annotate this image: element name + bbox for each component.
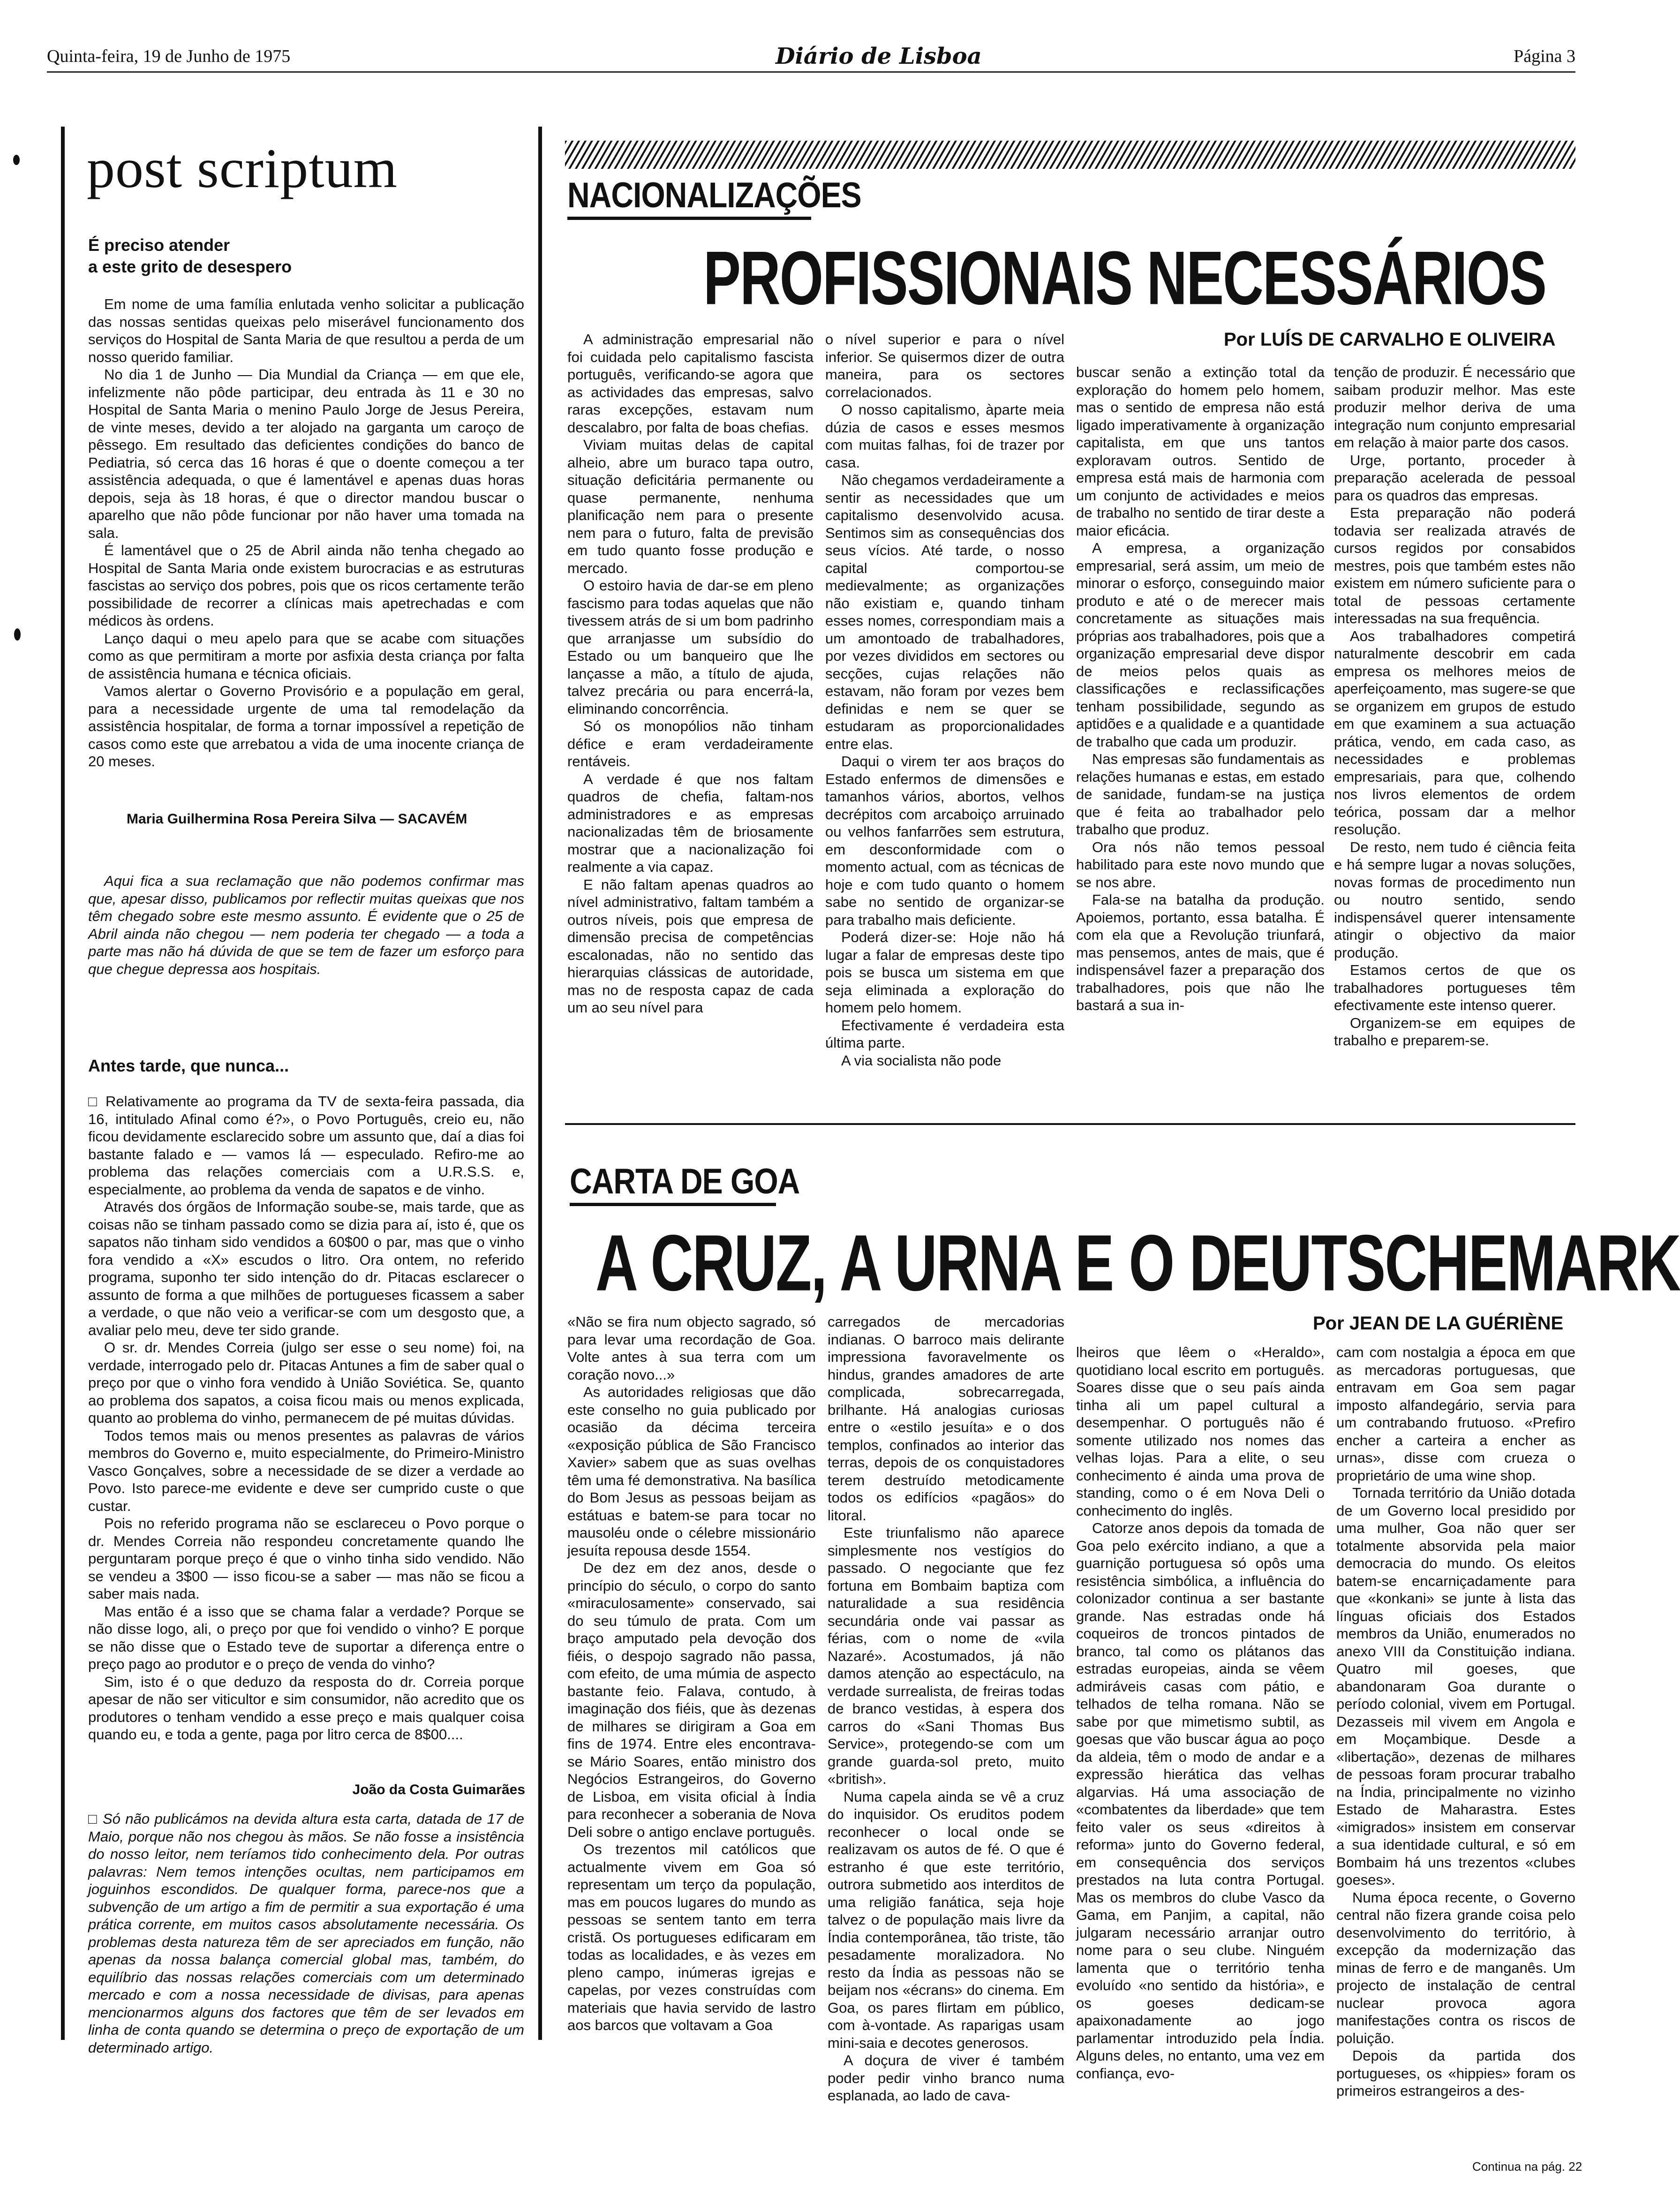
article1-column-1: A administração empresarial não foi cuidada pelo capitalismo fascista português, verificando-se agora que as actividades das empresas, salvo raras excepções, estavam num descalabro, por falta de boas chefias. Viviam muitas delas de capital alheio, abre um buraco tapa outro, situação deficitária permanente ou quase permanente, nenhuma planificação nem para o presente nem para o futuro, falta de previsão em tudo quanto fosse produção e mercado. O estoiro havia de dar-se em pleno fascismo para todas aquelas que não tivessem atrás de si um bom padrinho que arranjasse um subsídio do Estado ou um banqueiro que lhe lançasse a mão, a título de ajuda, talvez precária ou para encerrá-la, eliminando concorrência. Só os monopólios não tinham défice e eram verdadeiramente rentáveis. A verdade é que nos faltam quadros de chefia, faltam-nos administradores e as empresas nacionalizadas têm de briosamente mostrar que a nacionalização foi realmente a via capaz. E não faltam apenas quadros ao nível administrativo, faltam também a outros níveis, pois que empresa de dimensão precisa de competências escalonadas, não no sentido das hierarquias clássicas de autoridade, mas no de resposta capaz de cada um ao seu nível para (567, 331, 814, 1016)
issue-date: Quinta-feira, 19 de Junho de 1975 (47, 46, 291, 66)
continued-note: Continua na pág. 22 (1472, 2159, 1582, 2174)
newspaper-name: Diário de Lisboa (769, 43, 988, 69)
section-divider (565, 1123, 1575, 1125)
margin-mark (14, 628, 21, 641)
decorative-stripe-band (565, 141, 1575, 169)
article2-headline: A CRUZ, A URNA E O DEUTSCHEMARK (595, 1218, 1680, 1308)
article2-column-4: cam com nostalgia a época em que as mercadoras portuguesas, que entravam em Goa sem pagar imposto alfandegário, servia para um contrabando frutuoso. «Prefiro encher a carteira a encher as urnas», disse com crueza o proprietário de uma wine shop. Tornada território da União dotada de um Governo local presidido por uma mulher, Goa não quer ser totalmente absorvida pela maior democracia do mundo. Os eleitos batem-se encarniçadamente para que «konkani» se junte à lista das línguas oficiais dos Estados membros da União, enumerados no anexo VIII da Constituição indiana. Quatro mil goeses, que abandonaram Goa durante o período colonial, vivem em Portugal. Dezasseis mil vivem em Angola e em Moçambique. Desde a «libertação», dezenas de milhares de pessoas foram procurar trabalho na Índia, principalmente no vizinho Estado de Maharastra. Estes «imigrados» insistem em conservar a sua identidade cultural, e só em Bombaim há uns trezentos «clubes goeses». Numa época recente, o Governo central não fizera grande coisa pelo desenvolvimento do território, à excepção da modernização das minas de ferro e de manganês. Um projecto de instalação de central nuclear provoca agora manifestações contra os riscos de poluição. Depois da partida dos portugueses, os «hippies» foram os primeiros estrangeiros a des- (1336, 1344, 1575, 2099)
letter2-heading: Antes tarde, que nunca... (88, 1056, 289, 1075)
article2-column-3: lheiros que lêem o «Heraldo», quotidiano local escrito em português. Soares disse que o seu país ainda tinha ali um papel cultural a desempenhar. O português não é somente utilizado nos nomes das velhas lojas. Para a elite, o seu conhecimento é ainda uma prova de standing, como o é em Nova Deli o conhecimento do inglês. Catorze anos depois da tomada de Goa pelo exército indiano, a que a guarnição portuguesa só opôs uma resistência simbólica, a influência do colonizador continua a ser bastante grande. Nas estradas onde há coqueiros de troncos pintados de branco, tal como os plátanos das estradas europeias, ainda se vêem admiráveis casas com pátio, e telhados de telha romana. Não se sabe por que mimetismo subtil, as goesas que vão buscar água ao poço da aldeia, têm o modo de andar e a expressão hierática das velhas algarvias. Há uma associação de «combatentes da liberdade» que tem feito valer os seus «direitos à reforma» junto do Governo federal, em consequência dos serviços prestados na luta contra Portugal. Mas os membros do clube Vasco da Gama, em Panjim, a capital, não julgaram necessário arranjar outro nome para o seu clube. Ninguém lamenta que o território tenha evoluído «no sentido da história», e os goeses dedicam-se apaixonadamente ao jogo parlamentar introduzido pela Índia. Alguns deles, no entanto, uma vez em confiança, evo- (1076, 1344, 1325, 2082)
article1-column-3: buscar senão a extinção total da exploração do homem pelo homem, mas o sentido de empresa não está ligado imperativamente à organização capitalista, em que uns tantos exploravam outros. Sentido de empresa está mais de harmonia com um conjunto de actividades e meios de trabalho no sentido de tirar deste a maior eficácia. A empresa, a organização empresarial, será assim, um meio de minorar o esforço, conseguindo maior produto e até o de merecer mais concretamente as situações mais próprias aos trabalhadores, pois que a organização empresarial deve dispor de meios pelos quais as classificações e reclassificações tenham possibilidade, segundo as aptidões e a qualidade e a quantidade de trabalho que cada um produzir. Nas empresas são fundamentais as relações humanas e estas, em estado de sanidade, fundam-se na justiça que é feita ao trabalhador pelo trabalho que produz. Ora nós não temos pessoal habilitado para este novo mundo que se nos abre. Fala-se na batalha da produção. Apoiemos, portanto, essa batalha. É com ela que a Revolução triunfará, mas pensemos, antes de mais, que é indispensável fazer a preparação dos trabalhadores, pois que não lhe bastará a sua in- (1076, 364, 1325, 1013)
article2-byline: Por JEAN DE LA GUÉRIÈNE (1313, 1313, 1564, 1334)
letter1-body: Em nome de uma família enlutada venho solicitar a publicação das nossas sentidas queixas pelo miserável funcionamento dos serviços do Hospital de Santa Maria de que resultou a perda de um nosso querido familiar. No dia 1 de Junho — Dia Mundial da Criança — em que ele, infelizmente não pôde participar, deu entrada às 11 e 30 no Hospital de Santa Maria o menino Paulo Jorge de Jesus Pereira, de vinte meses, devido a ter alojado na garganta um caroço de pêssego. Em resultado das deficientes condições do banco de Pediatria, só cerca das 16 horas é que o doente começou a ter assistência adequada, o que é lamentável e apenas duas horas depois, seja às 18 horas, é que o director mandou buscar o aparelho que não pôde funcionar por não haver uma tomada na sala. É lamentável que o 25 de Abril ainda não tenha chegado ao Hospital de Santa Maria onde existem burocracias e as estruturas fascistas ao serviço dos pobres, pois que os ricos certamente terão possibilidade de recorrer a clínicas mais apetrechadas e com médicos às ordens. Lanço daqui o meu apelo para que se acabe com situações como as que permitiram a morte por asfixia desta criança por falta de assistência humana e técnica oficiais. Vamos alertar o Governo Provisório e a população em geral, para a necessidade urgente de uma tal remodelação da assistência hospitalar, de forma a tornar impossível a repetição de casos como este que arrebatou a vida de uma inocente criança de 20 meses. (88, 296, 524, 770)
article2-kicker: CARTA DE GOA (570, 1161, 800, 1201)
article1-kicker: NACIONALIZAÇÕES (567, 175, 861, 215)
section-title: post scriptum (87, 137, 398, 199)
editor-note-1: Aqui fica a sua reclamação que não podemos confirmar mas que, apesar disso, publicamos por reflectir muitas queixas que nos têm chegado sobre este mesmo assunto. É evidente que o 25 de Abril ainda não chegou — nem poderia ter chegado — a toda a parte mas não há dúvida de que se tem de fazer um esforço para que chegue depressa aos hospitais. (88, 873, 524, 977)
article2-column-2: carregados de mercadorias indianas. O barroco mais delirante impressiona favoravelmente os hindus, grandes amadores de arte complicada, sobrecarregada, brilhante. Há analogias curiosas entre o «estilo jesuíta» e o dos templos, confinados ao interior das terras, depois de os conquistadores terem destruído metodicamente todos os edifícios «pagãos» do litoral. Este triunfalismo não aparece simplesmente nos vestígios do passado. O negociante que fez fortuna em Bombaim baptiza com naturalidade a sua residência secundária onde vai passar as férias, com o nome de «vila Nazaré». Acostumados, já não damos atenção ao espectáculo, na verdade surrealista, de freiras todas de branco vestidas, à espera dos carros do «Sani Thomas Bus Service», protegendo-se com um grande guarda-sol preto, muito «british». Numa capela ainda se vê a cruz do inquisidor. Os eruditos podem reconhecer o local onde se realizavam os autos de fé. O que é estranho é que este território, outrora submetido aos interditos de uma religião fanática, seja hoje talvez o de população mais livre da Índia contemporânea, tão triste, tão pesadamente moralizadora. No resto da Índia as pessoas não se beijam nos «écrans» do cinema. Em Goa, os pares flirtam em público, com à-vontade. As raparigas usam mini-saia e decotes generosos. A doçura de viver é também poder pedir vinho branco numa esplanada, ao lado de cava- (828, 1313, 1064, 2104)
masthead (47, 43, 1575, 73)
letter1-heading: É preciso atender a este grito de desespero (88, 235, 292, 276)
kicker-rule (567, 217, 811, 220)
editor-note-2: □ Só não publicámos na devida altura esta carta, datada de 17 de Maio, porque não nos chegou às mãos. Se não fosse a insistência do nosso leitor, nem teríamos tido conhecimento dela. Por outras palavras: Nem temos intenções ocultas, nem participamos em joguinhos escondidos. De qualquer forma, parece-nos que a subvenção de um artigo a fim de permitir a sua exportação é uma prática corrente, em muitos casos absolutamente necessária. Os problemas desta natureza têm de ser apreciados em função, não apenas da nossa balança comercial global mas, também, do equilíbrio das nossas relações comerciais com um determinado mercado e com a nossa necessidade de divisas, para apenas mencionarmos alguns dos factores que têm de ser levados em linha de conta quando se determina o preço de exportação de um determinado artigo. (88, 1811, 524, 2056)
letter2-body: □ Relativamente ao programa da TV de sexta-feira passada, dia 16, intitulado Afinal como é?», o Povo Português, creio eu, não ficou devidamente esclarecido sobre um assunto que, daí a dias foi bastante falado e — vamos lá — especulado. Refiro-me ao problema das relações comerciais com a U.R.S.S. e, especialmente, ao problema da venda de sapatos e de vinho. Através dos órgãos de Informação soube-se, mais tarde, que as coisas não se tinham passado como se dizia para aí, isto é, que os sapatos não tinham sido vendidos a 60$00 o par, mas que o vinho fora vendido a «X» escudos o litro. Ora ontem, no referido programa, suponho ter sido intenção do dr. Pitacas esclarecer o assunto de forma a que milhões de portugueses ficassem a saber a verdade, o que não veio a verificar-se com um desgosto que, a avaliar pelo meu, deve ter sido grande. O sr. dr. Mendes Correia (julgo ser esse o seu nome) foi, na verdade, interrogado pelo dr. Pitacas Antunes a fim de saber qual o preço por que o vinho fora vendido à União Soviética. Se, quanto ao problema dos sapatos, a coisa ficou mais ou menos explicada, quanto ao problema do vinho, permanecem de pé muitas dúvidas. Todos temos mais ou menos presentes as palavras de vários membros do Governo e, muito especialmente, do Primeiro-Ministro Vasco Gonçalves, sobre a necessidade de se dizer a verdade ao Povo. Isto parece-me evidente e deve ser cumprido custe o que custar. Pois no referido programa não se esclareceu o Povo porque o dr. Mendes Correia não respondeu concretamente quando lhe perguntaram porque preço é que o vinho tinha sido vendido. Não se vendeu a 3$00 — isso ficou-se a saber — mas não se ficou a saber mais nada. Mas então é a isso que se chama falar a verdade? Porque se não disse logo, ali, o preço por que foi vendido o vinho? E porque se não disse que o Estado teve de suportar a diferença entre o preço pago ao produtor e o preço de venda do vinho? Sim, isto é o que deduzo da resposta do dr. Correia porque apesar de não ser viticultor e sim consumidor, não acredito que os produtores o tenham vendido a esse preço e mais qualquer coisa quando eu, e toda a gente, paga por litro cerca de 8$00.... (88, 1093, 524, 1743)
page-number: Página 3 (1514, 46, 1575, 66)
article2-column-1: «Não se fira num objecto sagrado, só para levar uma recordação de Goa. Volte antes à sua terra com um coração novo...» As autoridades religiosas que dão este conselho no guia publicado por ocasião da décima terceira «exposição pública de São Francisco Xavier» sabem que as suas ovelhas têm uma fé demonstrativa. Na basílica do Bom Jesus as pessoas beijam as estátuas e batem-se para tocar no mausoléu onde o célebre missionário jesuíta repousa desde 1554. De dez em dez anos, desde o princípio do século, o corpo do santo «miraculosamente» conservado, sai do seu túmulo de prata. Com um braço amputado pela devoção dos fiéis, o despojo sagrado não passa, com efeito, de uma múmia de aspecto bastante feio. Falava, contudo, à imaginação dos fiéis, que às dezenas de milhares se dirigiram a Goa em fins de 1974. Entre eles encontrava-se Mário Soares, então ministro dos Negócios Estrangeiros, do Governo de Lisboa, em visita oficial à Índia para reconhecer a soberania de Nova Deli sobre o antigo enclave português. Os trezentos mil católicos que actualmente vivem em Goa só representam um terço da população, mas em poucos lugares do mundo as pessoas se sentem tanto em terra cristã. Os portugueses edificaram em todas as localidades, e às vezes em pleno campo, inúmeras igrejas e capelas, por vezes construídas com materiais que havia servido de lastro aos barcos que voltavam a Goa (567, 1313, 816, 2033)
margin-mark (13, 155, 20, 165)
kicker-rule (570, 1203, 776, 1206)
article1-column-2: o nível superior e para o nível inferior. Se quisermos dizer de outra maneira, para os sectores correlacionados. O nosso capitalismo, àparte meia dúzia de casos e esses mesmos com muitas falhas, foi de trazer por casa. Não chegamos verdadeiramente a sentir as necessidades que um capitalismo desenvolvido acusa. Sentimos sim as consequências dos seus vícios. Até tarde, o nosso capital comportou-se medievalmente; as organizações não existiam e, quando tinham esses nomes, correspondiam mais a um amontoado de trabalhadores, por vezes divididos em sectores ou secções, cujas relações não estavam, não foram por vezes bem definidas e nem se quer se estudaram as proporcionalidades entre elas. Daqui o virem ter aos braços do Estado enfermos de dimensões e tamanhos vários, abortos, velhos decrépitos com arcaboiço arruinado ou velhos fanfarrões sem estrutura, em desconformidade com o momento actual, com as técnicas de hoje e com tudo quanto o homem sabe no sentido de organizar-se para trabalho mais deficiente. Poderá dizer-se: Hoje não há lugar a falar de empresas deste tipo pois se busca um sistema em que seja eliminada a exploração do homem pelo homem. Efectivamente é verdadeira esta última parte. A via socialista não pode (825, 331, 1064, 1069)
article1-byline: Por LUÍS DE CARVALHO E OLIVEIRA (1224, 329, 1556, 350)
article1-headline: PROFISSIONAIS NECESSÁRIOS (703, 235, 1546, 321)
article1-column-4: tenção de produzir. É necessário que saibam produzir melhor. Mas este produzir melhor deriva de uma integração num conjunto empresarial em relação à maior parte dos casos. Urge, portanto, proceder à preparação acelerada de pessoal para os quadros das empresas. Esta preparação não poderá todavia ser realizada através de cursos regidos por consabidos mestres, pois que também estes não existem em número suficiente para o total de pessoas certamente interessadas na sua frequência. Aos trabalhadores competirá naturalmente descobrir em cada empresa os melhores meios de aperfeiçoamento, mas sugere-se que se organizem em grupos de estudo em que examinem a sua actuação prática, vendo, em cada caso, as necessidades e problemas empresariais, para que, colhendo nos livros elementos de ordem teórica, possam dar a melhor resolução. De resto, nem tudo é ciência feita e há sempre lugar a novas soluções, novas formas de procedimento nun ou noutro sentido, sendo indispensável querer intensamente atingir o objectivo da maior produção. Estamos certos de que os trabalhadores portugueses têm efectivamente este intenso querer. Organizem-se em equipes de trabalho e preparem-se. (1334, 364, 1575, 1049)
letter2-signature: João da Costa Guimarães (352, 1782, 525, 1797)
letter1-signature: Maria Guilhermina Rosa Pereira Silva — SACAVÉM (127, 811, 467, 827)
